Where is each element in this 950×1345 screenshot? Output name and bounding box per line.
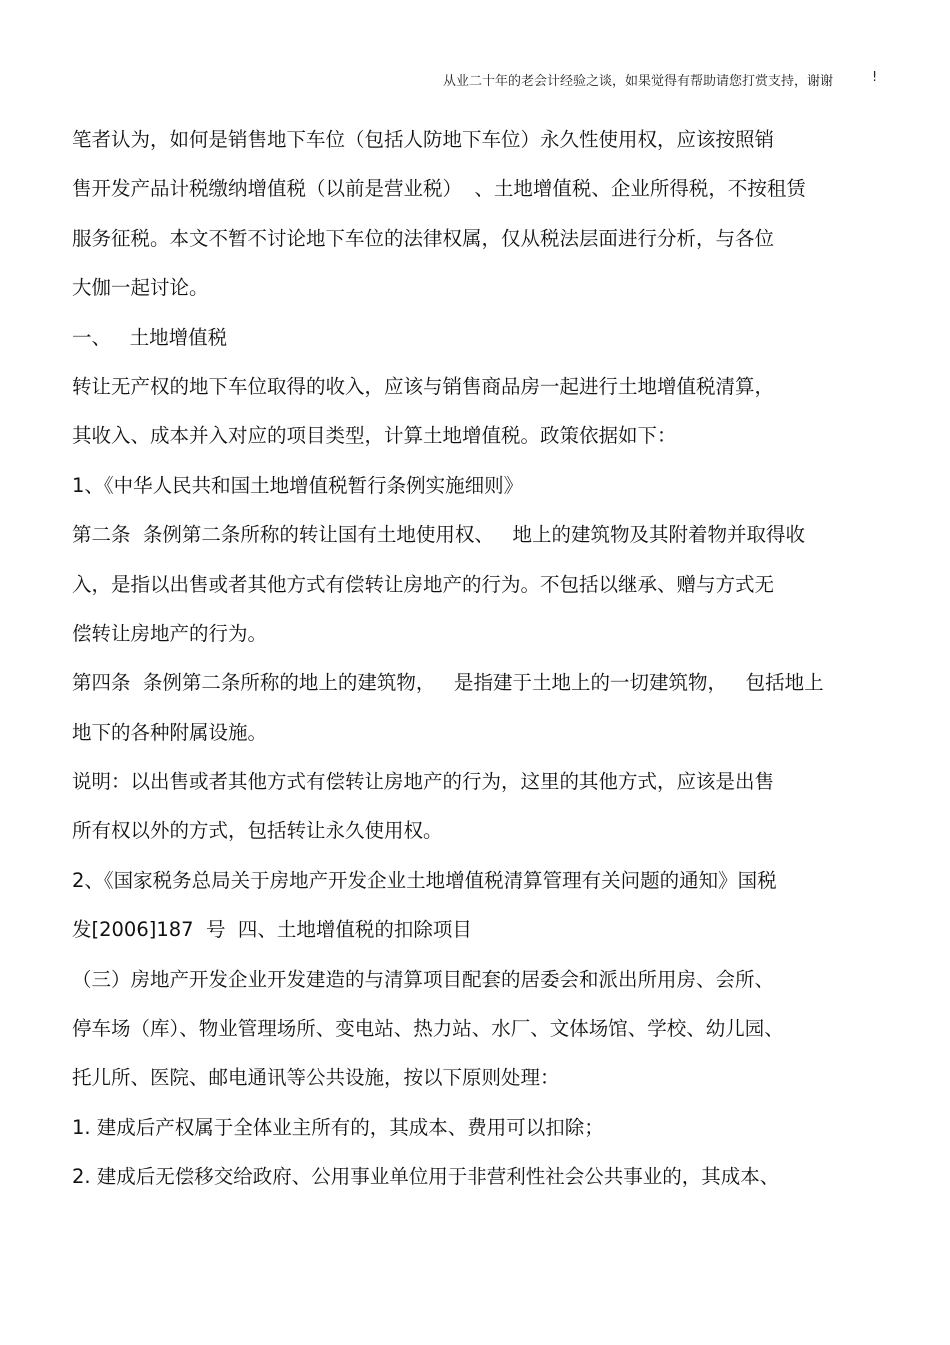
header-note: 从业二十年的老会计经验之谈，如果觉得有帮助请您打赏支持，谢谢 — [443, 74, 834, 89]
policy-title: 1、《中华人民共和国土地增值税暂行条例实施细则》 — [72, 473, 524, 497]
paragraph-line: 偿转让房地产的行为。 — [72, 621, 268, 645]
document-body — [72, 122, 882, 1209]
header-exclamation: ! — [872, 70, 878, 85]
paragraph-line: 发[2006]187 号 四、土地增值税的扣除项目 — [72, 918, 472, 942]
paragraph-line: 其收入、成本并入对应的项目类型，计算土地增值税。政策依据如下： — [72, 424, 677, 448]
paragraph-line: 地下的各种附属设施。 — [72, 720, 268, 744]
paragraph-line: 第四条 条例第二条所称的地上的建筑物， 是指建于土地上的一切建筑物， 包括地上 — [72, 671, 824, 695]
paragraph-line: 服务征税。本文不暂不讨论地下车位的法律权属，仅从税法层面进行分析，与各位 — [72, 226, 775, 250]
paragraph-line: 停车场（库）、物业管理场所、变电站、热力站、水厂、文体场馆、学校、幼儿园、 — [72, 1017, 784, 1041]
paragraph-line: 入，是指以出售或者其他方式有偿转让房地产的行为。不包括以继承、赠与方式无 — [72, 572, 775, 596]
paragraph-line: 大伽一起讨论。 — [72, 276, 209, 300]
paragraph-line: 转让无产权的地下车位取得的收入，应该与销售商品房一起进行土地增值税清算， — [72, 374, 775, 398]
paragraph-line: 笔者认为，如何是销售地下车位（包括人防地下车位）永久性使用权，应该按照销 — [72, 128, 775, 151]
list-item: 1. 建成后产权属于全体业主所有的，其成本、费用可以扣除； — [72, 1115, 604, 1139]
paragraph-line: 托儿所、医院、邮电通讯等公共设施，按以下原则处理： — [72, 1066, 560, 1090]
list-item: 2. 建成后无偿移交给政府、公用事业单位用于非营利性社会公共事业的，其成本、 — [72, 1165, 780, 1189]
paragraph-line: 第二条 条例第二条所称的转让国有土地使用权、 地上的建筑物及其附着物并取得收 — [72, 523, 805, 547]
paragraph-line: 说明：以出售或者其他方式有偿转让房地产的行为，这里的其他方式，应该是出售 — [72, 770, 775, 794]
paragraph-line: 售开发产品计税缴纳增值税（以前是营业税） 、土地增值税、企业所得税，不按租赁 — [72, 177, 806, 201]
policy-title: 2、《国家税务总局关于房地产开发企业土地增值税清算管理有关问题的通知》国税 — [72, 868, 777, 892]
section-heading: 一、 土地增值税 — [72, 325, 228, 349]
paragraph-line: 所有权以外的方式，包括转让永久使用权。 — [72, 819, 443, 843]
paragraph-line: （三）房地产开发企业开发建造的与清算项目配套的居委会和派出所用房、会所、 — [72, 967, 775, 991]
